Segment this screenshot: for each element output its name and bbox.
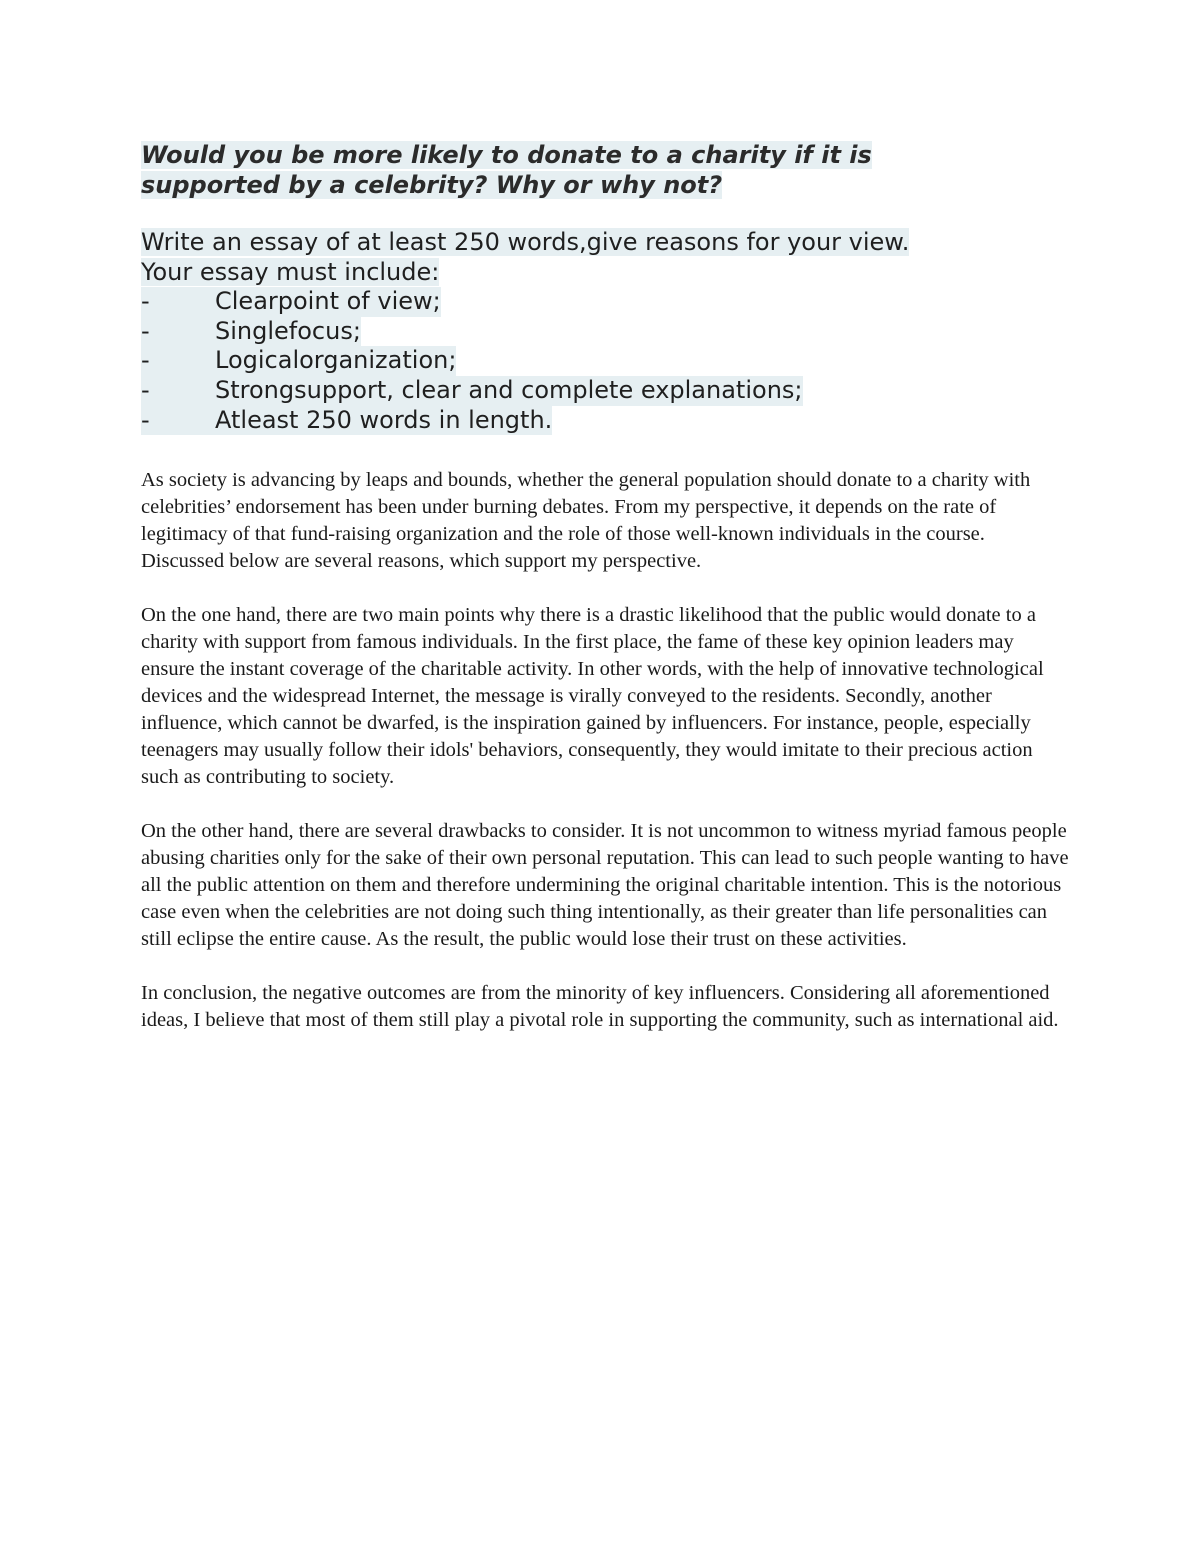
bullet-dash: - xyxy=(141,317,215,347)
requirement-text: Clearpoint of view; xyxy=(215,287,441,316)
prompt-instructions xyxy=(141,228,1081,435)
include-text: Your essay must include: xyxy=(141,257,440,286)
instruction-text: Write an essay of at least 250 words,give reasons for your view. xyxy=(141,228,910,256)
requirements-list xyxy=(141,287,1081,435)
bullet-dash: - xyxy=(141,406,215,436)
essay-body xyxy=(141,467,1071,1061)
requirement-text: Logicalorganization; xyxy=(215,346,457,375)
requirement-text: Atleast 250 words in length. xyxy=(215,405,553,434)
list-item xyxy=(141,287,1081,317)
prompt-question-text: Would you be more likely to donate to a charity if it is supported by a celebrity? Why or why not? xyxy=(141,141,872,199)
bullet-dash: - xyxy=(141,287,215,317)
essay-paragraph-intro: As society is advancing by leaps and bounds, whether the general population should donate to a charity with celebrities’ endorsement has been under burning debates. From my perspective, it depends on the rate of legitimacy of that fund-raising organization and the role of those well-known individuals in the course. Discussed below are several reasons, which support my perspective. xyxy=(141,469,1031,572)
instruction-line xyxy=(141,228,1081,258)
prompt-question xyxy=(141,140,931,200)
list-item xyxy=(141,376,1081,406)
list-item xyxy=(141,317,1081,347)
essay-paragraph-conclusion: In conclusion, the negative outcomes are from the minority of key influencers. Considering all aforementioned ideas, I believe that most of them still play a pivotal role in supporting the community, such as international aid. xyxy=(141,982,1059,1031)
list-item xyxy=(141,346,1081,376)
essay-paragraph-body-2: On the other hand, there are several drawbacks to consider. It is not uncommon to witness myriad famous people abusing charities only for the sake of their own personal reputation. This can lead to such people wanting to have all the public attention on them and therefore undermining the original charitable intention. This is the notorious case even when the celebrities are not doing such thing intentionally, as their greater than life personalities can still eclipse the entire cause. As the result, the public would lose their trust on these activities. xyxy=(141,820,1069,950)
bullet-dash: - xyxy=(141,346,215,376)
essay-paragraph-body-1: On the one hand, there are two main points why there is a drastic likelihood that the public would donate to a charity with support from famous individuals. In the first place, the fame of these key opinion leaders may ensure the instant coverage of the charitable activity. In other words, with the help of innovative technological devices and the widespread Internet, the message is virally conveyed to the residents. Secondly, another influence, which cannot be dwarfed, is the inspiration gained by influencers. For instance, people, especially teenagers may usually follow their idols' behaviors, consequently, they would imitate to their precious action such as contributing to society. xyxy=(141,604,1044,788)
include-line xyxy=(141,258,1081,288)
requirement-text: Singlefocus; xyxy=(215,316,361,345)
essay-prompt xyxy=(141,140,1081,435)
requirement-text: Strongsupport, clear and complete explanations; xyxy=(215,375,803,404)
bullet-dash: - xyxy=(141,376,215,406)
list-item xyxy=(141,406,1081,436)
